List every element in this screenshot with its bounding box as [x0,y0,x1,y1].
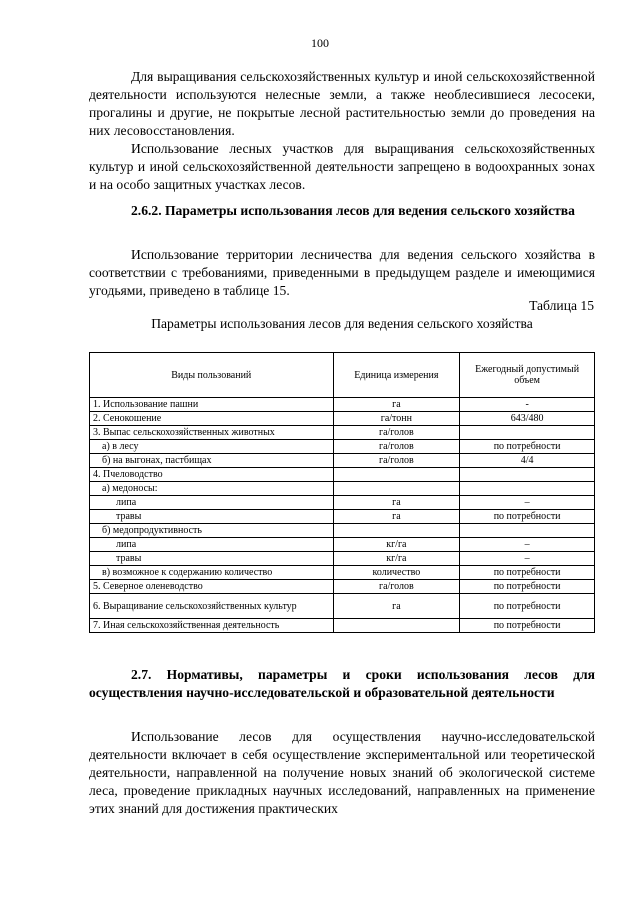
table-row [90,510,595,524]
table-number: Таблица 15 [529,298,594,313]
cell-unit: кг/га [333,538,460,552]
table-row [90,594,595,619]
table-row [90,552,595,566]
cell-unit [333,468,460,482]
cell-unit [333,619,460,633]
cell-unit: га [333,398,460,412]
usage-parameters-table [89,352,595,633]
cell-unit: га/голов [333,426,460,440]
cell-volume: по потребности [460,566,595,580]
cell-unit: га [333,496,460,510]
cell-usage-type: 5. Северное оленеводство [90,580,334,594]
cell-usage-type: 7. Иная сельскохозяйственная деятельность [90,619,334,633]
cell-unit: кг/га [333,552,460,566]
table-row [90,412,595,426]
cell-usage-type: б) на выгонах, пастбищах [90,454,334,468]
paragraph-1: Для выращивания сельскохозяйственных культур и иной сельскохозяйственной деятельности используются нелесные земли, а также необлесившиеся лесосеки, прогалины и другие, не покрытые лесной растительностью земли до проведения на них лесовосстановления. [89,69,595,138]
cell-usage-type: 2. Сенокошение [90,412,334,426]
table-row [90,398,595,412]
cell-volume [460,468,595,482]
cell-unit: га/тонн [333,412,460,426]
header-annual-volume: Ежегодный допустимый объем [460,353,595,398]
cell-volume: – [460,552,595,566]
cell-usage-type: в) возможное к содержанию количество [90,566,334,580]
table-header-row [90,353,595,398]
header-usage-type: Виды пользований [90,353,334,398]
cell-volume: по потребности [460,594,595,619]
cell-usage-type: а) медоносы: [90,482,334,496]
cell-volume [460,482,595,496]
cell-usage-type: 6. Выращивание сельскохозяйственных культур [90,594,334,619]
cell-volume: по потребности [460,580,595,594]
cell-usage-type: травы [90,510,334,524]
table-caption: Параметры использования лесов для ведения сельского хозяйства [151,316,533,331]
cell-volume: по потребности [460,619,595,633]
table-row [90,482,595,496]
cell-usage-type: травы [90,552,334,566]
cell-unit [333,524,460,538]
table-row [90,538,595,552]
paragraph-2: Использование лесных участков для выращивания сельскохозяйственных культур и иной сельскохозяйственной деятельности запрещено в водоохранных зонах и на особо защитных участках лесов. [89,141,595,192]
cell-usage-type: липа [90,538,334,552]
cell-volume [460,524,595,538]
cell-unit: га/голов [333,580,460,594]
cell-unit: га/голов [333,440,460,454]
cell-volume: 4/4 [460,454,595,468]
paragraph-4: Использование лесов для осуществления научно-исследовательской деятельности включает в себя осуществление экспериментальной или теоретической деятельности, направленной на получение новых знаний об экологической системе леса, проведение прикладных научных исследований, направленных на применение этих знаний для достижения практических [89,729,595,816]
cell-usage-type: б) медопродуктивность [90,524,334,538]
cell-unit: га [333,510,460,524]
table-row [90,496,595,510]
cell-volume: по потребности [460,440,595,454]
table-row [90,468,595,482]
table-row [90,426,595,440]
cell-usage-type: 1. Использование пашни [90,398,334,412]
paragraph-3: Использование территории лесничества для ведения сельского хозяйства в соответствии с требованиями, приведенными в предыдущем разделе и имеющимися угодьями, приведено в таблице 15. [89,247,595,298]
cell-usage-type: липа [90,496,334,510]
table-row [90,580,595,594]
cell-unit: га/голов [333,454,460,468]
cell-volume: 643/480 [460,412,595,426]
table-row [90,454,595,468]
table-row [90,619,595,633]
section-heading-2-7: 2.7. Нормативы, параметры и сроки использования лесов для осуществления научно-исследовательской и образовательной деятельности [89,667,595,700]
cell-volume: – [460,538,595,552]
cell-volume: – [460,496,595,510]
table-row [90,524,595,538]
table-row [90,566,595,580]
header-unit: Единица измерения [333,353,460,398]
cell-volume: - [460,398,595,412]
page-number: 100 [311,36,329,50]
cell-volume [460,426,595,440]
cell-unit: количество [333,566,460,580]
cell-unit [333,482,460,496]
cell-unit: га [333,594,460,619]
cell-usage-type: а) в лесу [90,440,334,454]
table-row [90,440,595,454]
section-heading-2-6-2: 2.6.2. Параметры использования лесов для ведения сельского хозяйства [131,203,575,218]
cell-usage-type: 4. Пчеловодство [90,468,334,482]
cell-volume: по потребности [460,510,595,524]
cell-usage-type: 3. Выпас сельскохозяйственных животных [90,426,334,440]
